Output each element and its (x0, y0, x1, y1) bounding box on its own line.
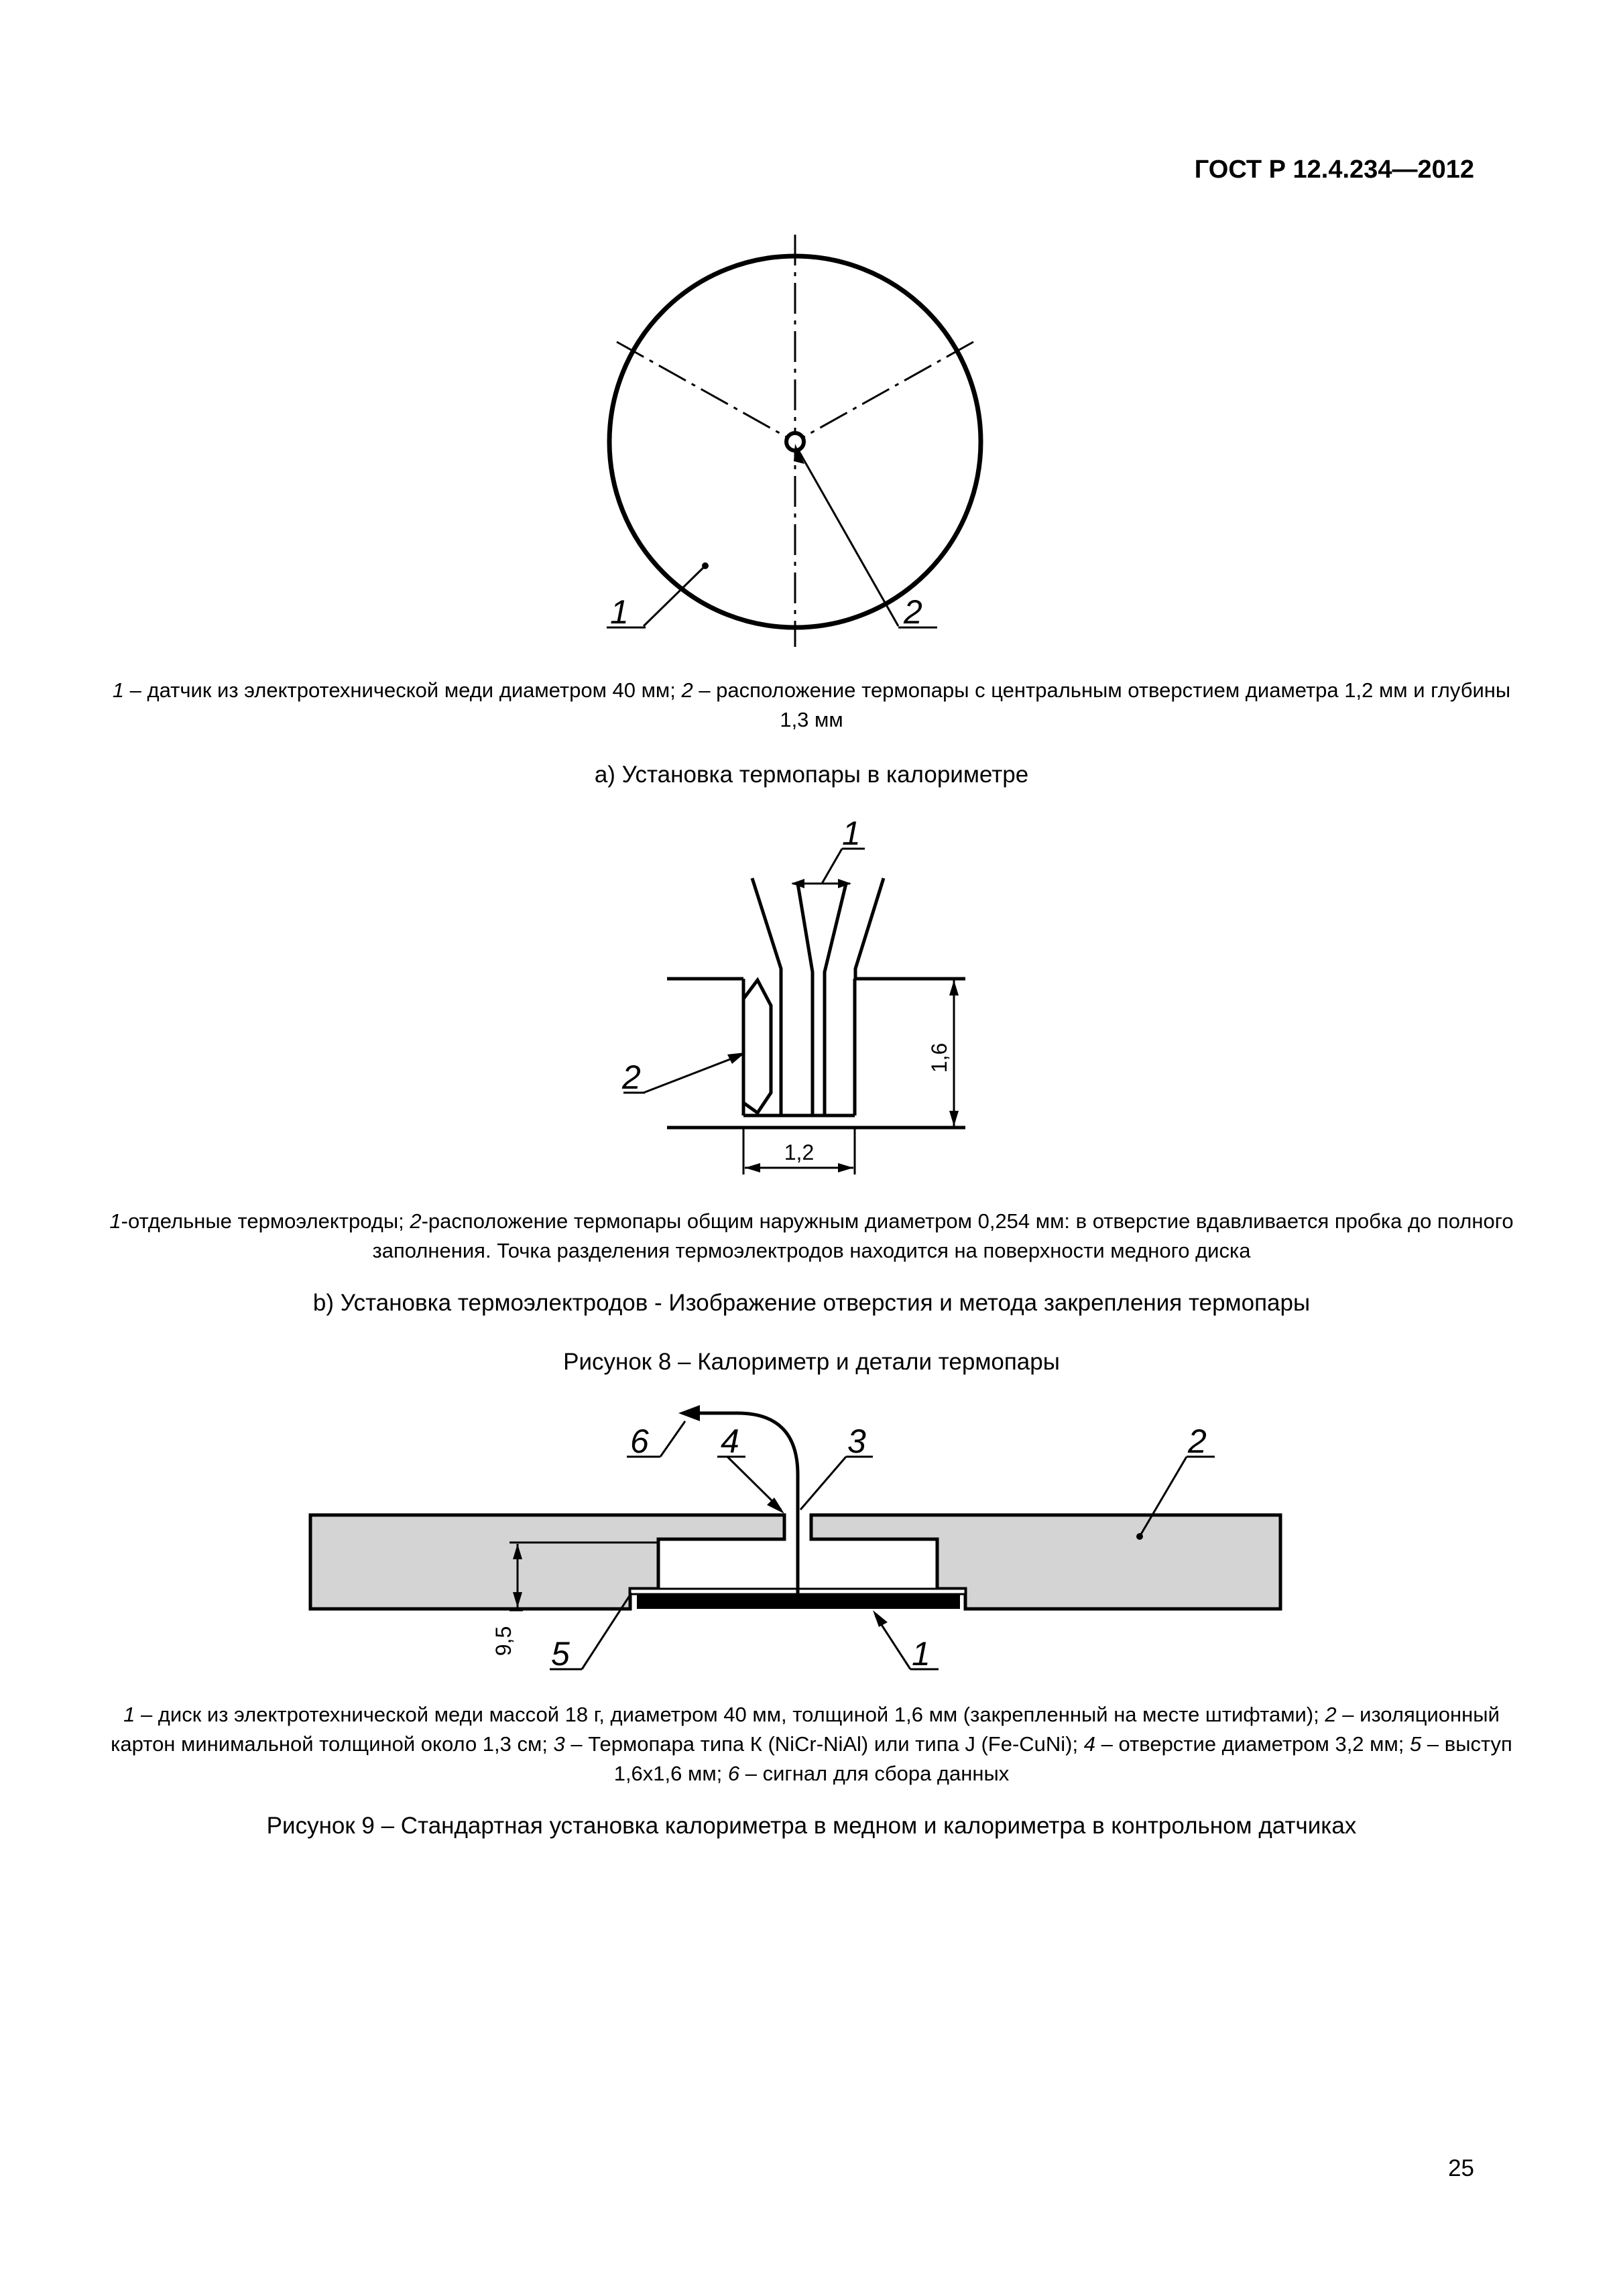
callout-b2: 2 (622, 1059, 641, 1096)
leader-1 (644, 566, 705, 626)
arrowhead-4 (767, 1498, 784, 1514)
leader-6 (660, 1421, 685, 1457)
copper-disk (637, 1594, 960, 1609)
left-centerline (617, 342, 795, 442)
electrode-right-outer (855, 878, 884, 979)
callout-5: 5 (551, 1635, 570, 1673)
callout-2: 2 (904, 593, 922, 631)
callout-9-2: 2 (1188, 1423, 1207, 1460)
figure-9-diagram (0, 1394, 1623, 1689)
dim-depth-label: 9,5 (491, 1626, 516, 1656)
legend-num-1: 1 (112, 678, 125, 702)
callout-9-1: 1 (912, 1635, 930, 1673)
legend-num-b2: 2 (410, 1209, 422, 1233)
plug (743, 980, 771, 1113)
leader-3 (800, 1457, 846, 1510)
document-code: ГОСТ Р 12.4.234—2012 (1194, 156, 1474, 184)
figure-8-title: Рисунок 8 – Калориметр и детали термопары (563, 1349, 1060, 1375)
figure-9-title: Рисунок 9 – Стандартная установка калориметра в медном и калориметра в контрольном датчиках (266, 1813, 1357, 1839)
figure-9-legend: 1 – диск из электротехнической меди массой 18 г, диаметром 40 мм, толщиной 1,6 мм (закрепленный на месте штифтами); 2 – изоляционный картон минимальной толщиной около 1,3 см; 3 – Термопара типа К (NiCr-NiAl) или типа J (Fe-CuNi); 4 – отверстие диаметром 3,2 мм; 5 – выступ 1,6х1,6 мм; 6 – сигнал для сбора данных (111, 1703, 1512, 1785)
figure-8b-diagram (0, 804, 1623, 1180)
leader-b2 (644, 1054, 744, 1093)
figure-8a-diagram (0, 228, 1623, 657)
callout-4: 4 (721, 1423, 739, 1460)
legend-num-b1: 1 (109, 1209, 121, 1233)
figure-8b-subtitle: b) Установка термоэлектродов - Изображение отверстия и метода закрепления термопары (312, 1290, 1311, 1316)
leader-b1 (822, 849, 842, 884)
dim-width-arrow-left (745, 1163, 760, 1172)
electrode-right-inner (825, 884, 846, 1115)
dim-height-label: 1,6 (927, 1042, 951, 1073)
callout-3: 3 (847, 1423, 866, 1460)
callout-b1: 1 (842, 814, 861, 852)
leader-2 (798, 449, 898, 626)
figure-8a-subtitle: а) Установка термопары в калориметре (594, 762, 1029, 788)
right-centerline (795, 342, 973, 442)
legend-num-2: 2 (681, 678, 693, 702)
dim-width-arrow-right (838, 1163, 853, 1172)
electrode-left-inner (798, 884, 813, 1115)
dim-height-arrow-top (949, 980, 959, 995)
figure-8a-legend: 1 – датчик из электротехнической меди диаметром 40 мм; 2 – расположение термопары с центральным отверстием диаметра 1,2 мм и глубины 1,3 мм (112, 678, 1511, 731)
callout-6: 6 (630, 1423, 649, 1460)
figure-8b-legend: 1-отдельные термоэлектроды; 2-расположение термопары общим наружным диаметром 0,254 мм: в отверстие вдавливается пробка до полного заполнения. Точка разделения термоэлектродов находится на поверхности медного диска (109, 1209, 1514, 1262)
arrowhead-9-1 (873, 1610, 888, 1627)
callout-1: 1 (610, 593, 629, 631)
dim-width-label: 1,2 (784, 1140, 815, 1164)
signal-arrowhead (678, 1405, 700, 1421)
page-number: 25 (1448, 2155, 1474, 2181)
dim-height-arrow-bottom (949, 1111, 959, 1126)
thermocouple-wire (697, 1413, 798, 1594)
